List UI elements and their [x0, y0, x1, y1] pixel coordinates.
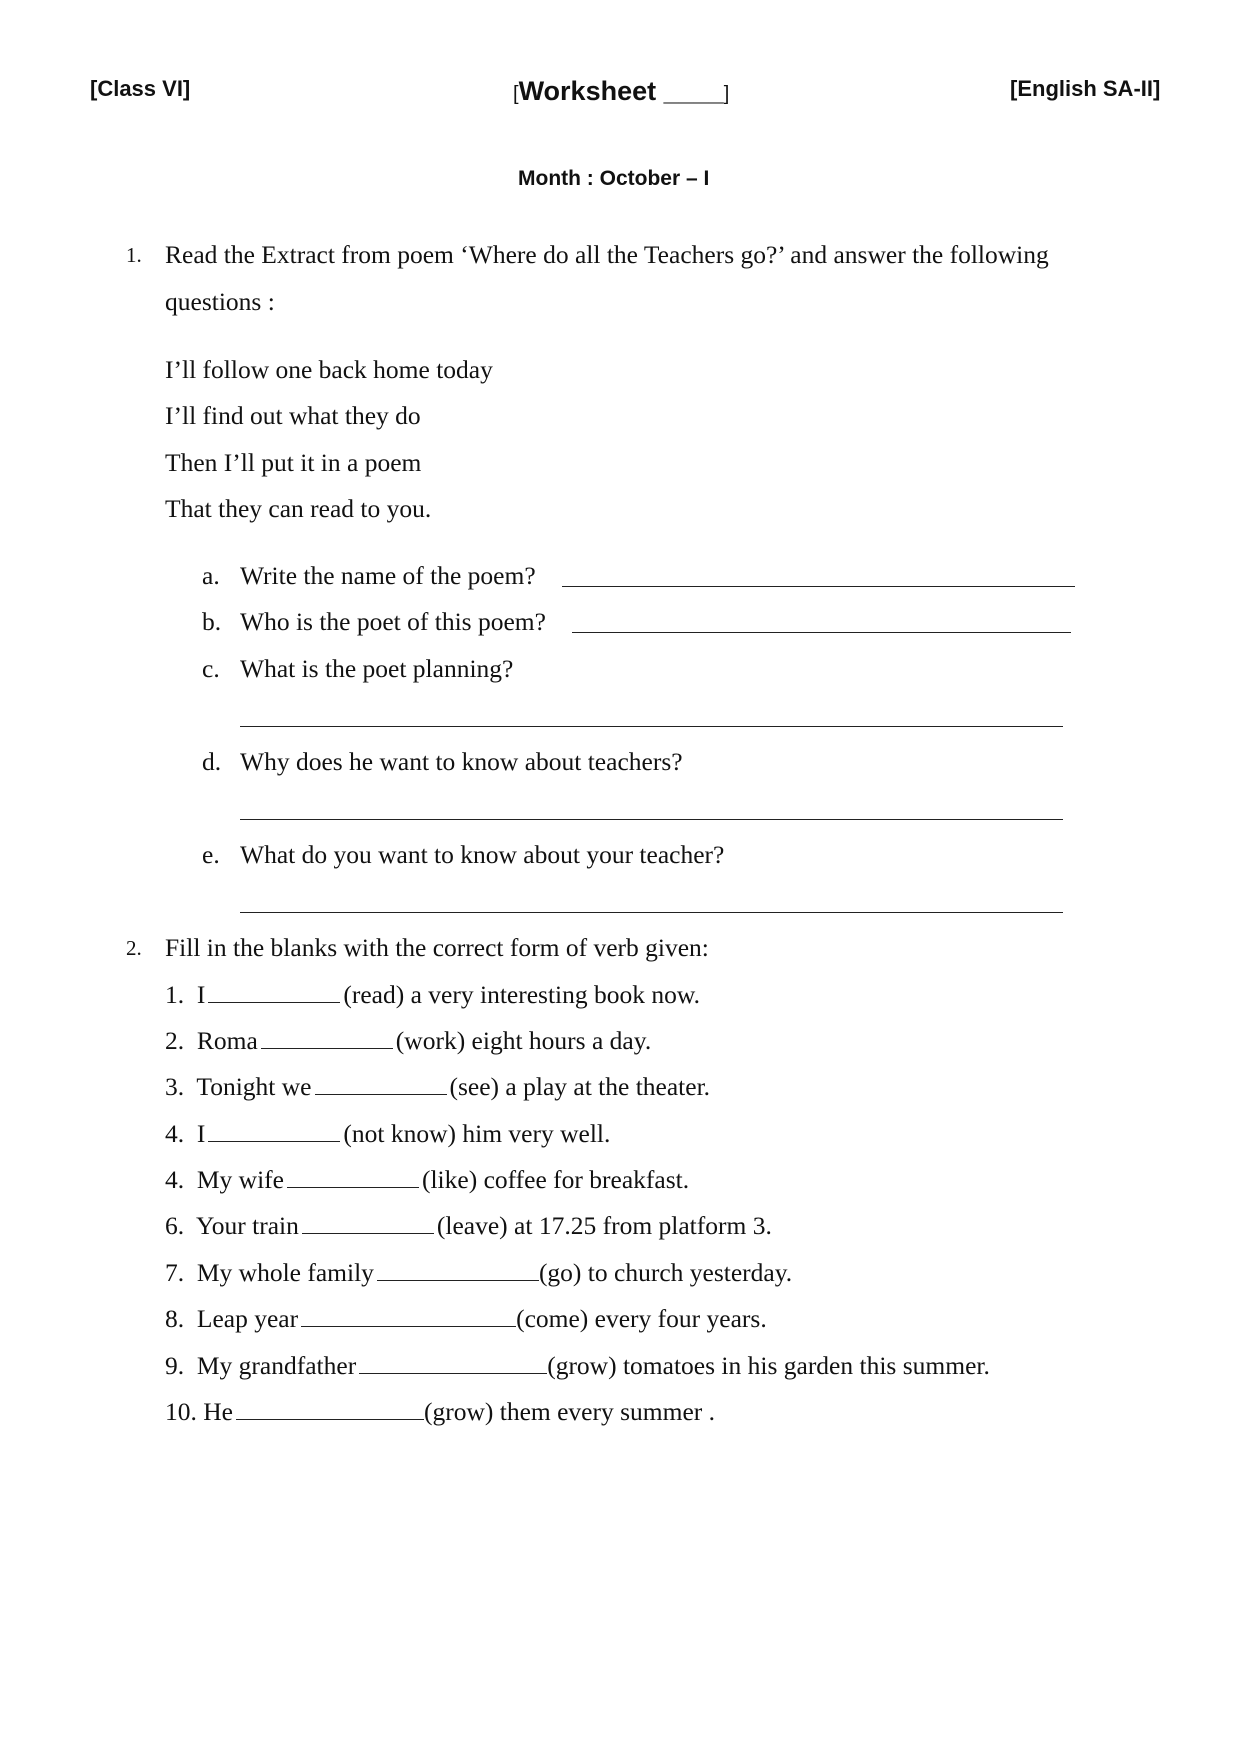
answer-line-c[interactable] [240, 726, 1063, 727]
item-before: I [196, 980, 206, 1009]
fill-blank-item [165, 1306, 767, 1332]
item-after: (not know) him very well. [343, 1119, 611, 1148]
fill-blank-item [165, 1213, 772, 1239]
poem-extract-line: I’ll follow one back home today [165, 355, 493, 384]
question-1-prompt-cont: questions : [165, 287, 275, 316]
item-number: 4. [165, 1165, 185, 1194]
item-after: (grow) tomatoes in his garden this summer. [547, 1351, 990, 1380]
fill-blank-item [165, 1074, 710, 1100]
fill-blank-item [165, 1260, 792, 1286]
item-before: I [196, 1119, 206, 1148]
item-after: (go) to church yesterday. [538, 1258, 793, 1287]
item-before: My wife [196, 1165, 284, 1194]
item-number: 8. [165, 1304, 185, 1333]
blank[interactable] [359, 1355, 547, 1374]
subquestion-c-text: What is the poet planning? [240, 654, 514, 683]
item-number: 10. [165, 1397, 197, 1426]
item-after: (grow) them every summer . [423, 1397, 716, 1426]
item-before: He [203, 1397, 233, 1426]
worksheet-bracket-close: ] [723, 83, 730, 105]
fill-blank-item [165, 982, 700, 1008]
item-after: (leave) at 17.25 from platform 3. [436, 1211, 772, 1240]
item-after: (see) a play at the theater. [449, 1072, 711, 1101]
subquestion-b-text: Who is the poet of this poem? [240, 607, 546, 636]
item-after: (come) every four years. [516, 1304, 767, 1333]
worksheet-title [513, 76, 729, 107]
blank[interactable] [302, 1215, 434, 1234]
fill-blank-item [165, 1399, 715, 1425]
subquestion-b-letter: b. [202, 607, 222, 636]
question-2-prompt: Fill in the blanks with the correct form of verb given: [165, 933, 709, 962]
item-number: 3. [165, 1072, 185, 1101]
blank[interactable] [287, 1169, 419, 1188]
answer-line-b[interactable] [572, 632, 1071, 633]
item-before: My whole family [196, 1258, 374, 1287]
answer-line-a[interactable] [562, 586, 1075, 587]
fill-blank-item [165, 1121, 610, 1147]
subquestion-e-text: What do you want to know about your teacher? [240, 840, 725, 869]
question-2-number: 2. [126, 936, 142, 960]
blank[interactable] [208, 984, 340, 1003]
fill-blank-item [165, 1353, 990, 1379]
class-label: [Class VI] [90, 76, 191, 101]
blank[interactable] [315, 1076, 447, 1095]
subquestion-e-letter: e. [202, 840, 220, 869]
item-before: Roma [196, 1026, 258, 1055]
item-after: (work) eight hours a day. [395, 1026, 652, 1055]
worksheet-bracket-open: [ [513, 83, 519, 105]
month-label: Month : October – I [518, 167, 710, 190]
subquestion-d-letter: d. [202, 747, 222, 776]
item-after: (read) a very interesting book now. [343, 980, 701, 1009]
item-number: 1. [165, 980, 185, 1009]
poem-extract-line: Then I’ll put it in a poem [165, 448, 422, 477]
item-before: Tonight we [196, 1072, 312, 1101]
question-1-number: 1. [126, 243, 142, 267]
answer-line-e[interactable] [240, 912, 1063, 913]
fill-blank-item [165, 1028, 651, 1054]
poem-extract-line: That they can read to you. [165, 494, 432, 523]
subquestion-d-text: Why does he want to know about teachers? [240, 747, 683, 776]
subquestion-c-letter: c. [202, 654, 220, 683]
blank[interactable] [236, 1401, 424, 1420]
item-before: My grandfather [196, 1351, 357, 1380]
question-1-prompt: Read the Extract from poem ‘Where do all the Teachers go?’ and answer the following [165, 240, 1049, 269]
item-after: (like) coffee for breakfast. [421, 1165, 690, 1194]
blank[interactable] [208, 1123, 340, 1142]
worksheet-label: Worksheet ____ [518, 76, 724, 106]
item-number: 7. [165, 1258, 185, 1287]
poem-extract-line: I’ll find out what they do [165, 401, 421, 430]
item-number: 9. [165, 1351, 185, 1380]
blank[interactable] [377, 1262, 539, 1281]
blank[interactable] [301, 1308, 516, 1327]
item-number: 6. [165, 1211, 185, 1240]
subject-label: [English SA-II] [1010, 76, 1161, 101]
answer-line-d[interactable] [240, 819, 1063, 820]
item-before: Leap year [196, 1304, 299, 1333]
fill-blank-item [165, 1167, 689, 1193]
subquestion-a-text: Write the name of the poem? [240, 561, 536, 590]
blank[interactable] [261, 1030, 393, 1049]
item-number: 4. [165, 1119, 185, 1148]
item-number: 2. [165, 1026, 185, 1055]
item-before: Your train [195, 1211, 299, 1240]
subquestion-a-letter: a. [202, 561, 220, 590]
